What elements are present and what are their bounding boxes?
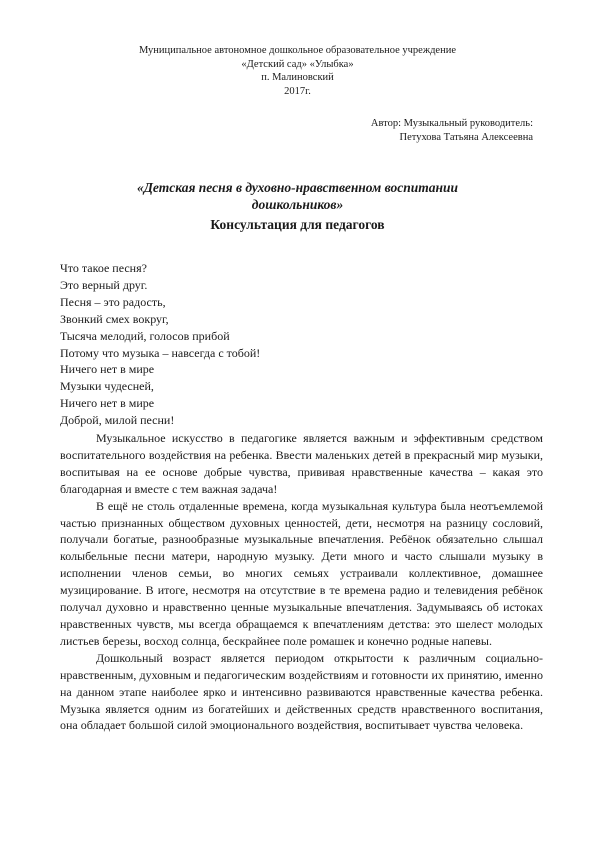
kindergarten-name: «Детский сад» «Улыбка»	[241, 58, 354, 70]
organization-name: Муниципальное автономное дошкольное образовательное учреждение	[138, 45, 456, 56]
author-name: Петухова Татьяна Алексеевна	[399, 131, 533, 143]
document-title	[80, 179, 515, 213]
author-block	[273, 117, 533, 144]
paragraph: Музыкальное искусство в педагогике является важным и эффективным средством воспитательного воздействия на ребенка. Ввести маленьких детей в прекрасный мир музыки, воспитывая на ее основе добрые чувства, прививая нравственные качества – какая это благодарная и вместе с тем важная задача!	[60, 431, 543, 496]
author-role: Автор: Музыкальный руководитель:	[370, 118, 533, 129]
body-text	[60, 430, 543, 734]
poem-line: Ничего нет в мире	[60, 362, 155, 377]
poem-line: Что такое песня?	[60, 261, 147, 275]
poem-line: Музыки чудесней,	[60, 379, 154, 394]
poem-line: Потому что музыка – навсегда с тобой!	[60, 345, 261, 360]
poem-line: Тысяча мелодий, голосов прибой	[60, 328, 230, 343]
poem	[60, 260, 360, 429]
poem-line: Это верный друг.	[60, 277, 148, 292]
paragraph: В ещё не столь отдаленные времена, когда музыкальная культура была неотъемлемой частью признанных обществом духовных ценностей, дети, несмотря на разницу сословий, получали богатые, разнообразные музыкальные впечатления. Ребёнок обязательно слышал колыбельные песни матери, народную музыку. Дети много и часто слышали музыку в исполнении членов семьи, во многих семьях устраивали коллективное, домашнее музицирование. В итоге, несмотря на отсутствие в те времена радио и телевидения ребёнок получал духовно и нравственно ценные музыкальные впечатления. Задумываясь об истоках нравственных чувств, мы всегда обращаемся к впечатлениям детства: это шелест молодых листьев березы, восход солнца, бескрайнее поле ромашек и конечно родные напевы.	[60, 498, 543, 648]
paragraph: Дошкольный возраст является периодом открытости к различным социально-нравственным, духовным и педагогическим воздействиям и готовности их принятию, именно на данном этапе наиболее ярко и интенсивно развиваются нравственные качества ребенка. Музыка является одним из богатейших и действенных средств нравственного воспитания, она обладает большой силой эмоционального воздействия, воспитывает чувства человека.	[60, 650, 543, 733]
document-header	[60, 44, 535, 98]
poem-line: Доброй, милой песни!	[60, 413, 175, 428]
year: 2017г.	[284, 85, 311, 97]
title-line-1: «Детская песня в духовно-нравственном воспитании	[136, 180, 459, 195]
document-subtitle: Консультация для педагогов	[210, 217, 385, 232]
poem-line: Песня – это радость,	[60, 294, 166, 309]
title-line-2: дошкольников»	[251, 197, 344, 212]
poem-line: Звонкий смех вокруг,	[60, 311, 169, 326]
poem-line: Ничего нет в мире	[60, 396, 155, 411]
location: п. Малиновский	[261, 72, 334, 83]
